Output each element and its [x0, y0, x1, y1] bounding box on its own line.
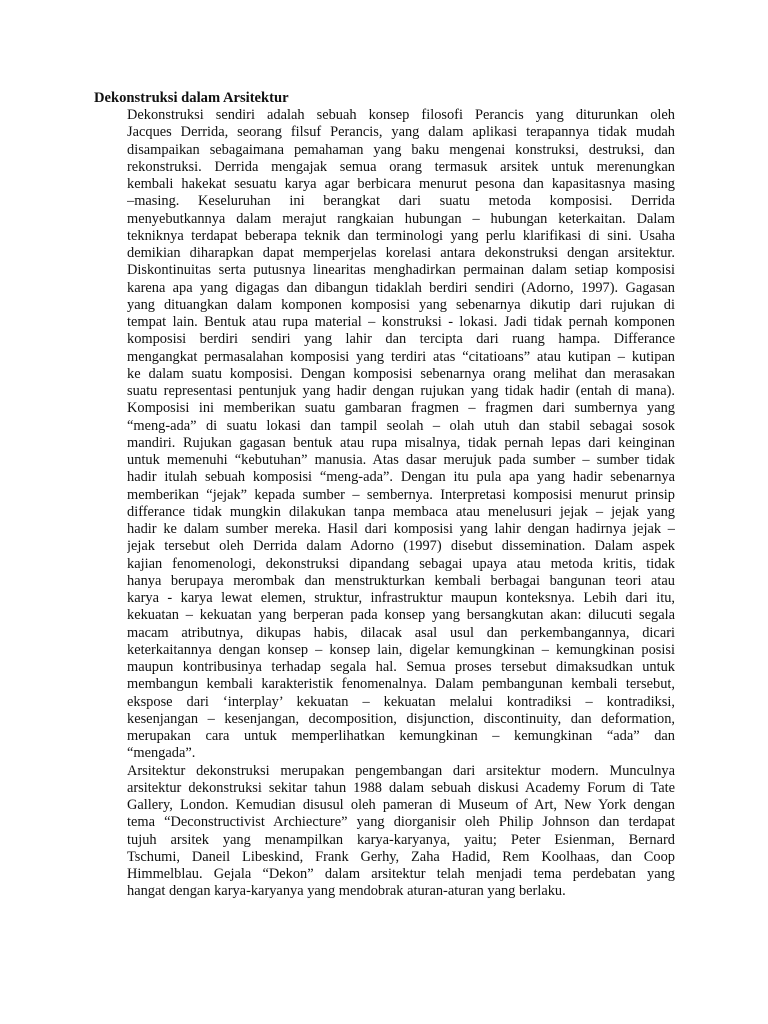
text-line: kajian fenomenologi, dekonstruksi dipandang sebagai upaya atau metoda kritis, tidak — [127, 555, 675, 572]
text-line: Gallery, London. Kemudian disusul oleh pameran di Museum of Art, New York dengan — [127, 797, 675, 813]
text-line: differance tidak mungkin dilakukan tanpa membaca atau menelusuri jejak – jejak yang — [127, 503, 675, 520]
text-line: Komposisi ini memberikan suatu gambaran fragmen – fragmen dari sumbernya yang — [127, 400, 675, 417]
text-line: arsitektur dekonstruksi sekitar tahun 1988 dalam sebuah diskusi Academy Forum di Tate — [127, 779, 675, 796]
text-line: yang dituangkan dalam komponen komposisi yang sebenarnya dikutip dari rujukan di — [127, 296, 675, 313]
text-line: komposisi berdiri sendiri yang lahir dan tercipta dari ruang hampa. Differance — [127, 331, 675, 348]
text-line: tekniknya terdapat beberapa teknik dan terminologi yang perlu klarifikasi di sini. Usaha — [127, 227, 675, 244]
text-line: hangat dengan karya-karyanya yang mendobrak aturan-aturan yang berlaku. — [127, 883, 566, 900]
text-line: demikian diharapkan dapat memperjelas korelasi antara dekonstruksi dengan arsitektur. — [127, 245, 675, 261]
text-line: jejak tersebut oleh Derrida dalam Adorno (1997) disebut dissemination. Dalam aspek — [127, 538, 675, 555]
document-heading: Dekonstruksi dalam Arsitektur — [94, 90, 289, 106]
text-line: karya - karya lewat elemen, struktur, infrastruktur maupun konteksnya. Lebih dari itu, — [127, 590, 675, 606]
text-line: Tschumi, Daneil Libeskind, Frank Gerhy, Zaha Hadid, Rem Koolhaas, dan Coop — [127, 848, 675, 865]
text-line: ekspose dari ‘interplay’ kekuatan – kekuatan melalui kontradiksi – kontradiksi, — [127, 693, 675, 710]
text-line: “mengada”. — [127, 745, 196, 762]
text-line: karena apa yang digagas dan dibangun tidaklah berdiri sendiri (Adorno, 1997). Gagasan — [127, 279, 675, 296]
text-line: tema “Deconstructivist Archiecture” yang diorganisir oleh Philip Johnson dan terdapat — [127, 814, 675, 831]
text-line: mandiri. Rujukan gagasan bentuk atau rupa misalnya, tidak pernah lepas dari keinginan — [127, 434, 675, 451]
text-line: hadir itulah sebuah komposisi “meng-ada”. Dengan itu pula apa yang hadir sebenarnya — [127, 469, 675, 486]
text-line: hadir ke dalam sumber mereka. Hasil dari komposisi yang lahir dengan hadirnya jejak – — [127, 521, 675, 537]
text-line: disampaikan sebagaimana pemahaman yang baku mengenai konstruksi, destruksi, dan — [127, 141, 675, 158]
text-line: ke dalam suatu komposisi. Dengan komposisi sebenarnya orang melihat dan merasakan — [127, 365, 675, 382]
text-line: tujuh arsitek yang menampilkan karya-karyanya, yaitu; Peter Esienman, Bernard — [127, 831, 675, 848]
text-line: kekuatan – kekuatan yang berperan pada konsep yang bersangkutan akan: dilucuti segala — [127, 607, 675, 624]
text-line: menyebutkannya dalam merajut rangkaian hubungan – hubungan keterkaitan. Dalam — [127, 210, 675, 227]
text-line: memberikan “jejak” kepada sumber – sembernya. Interpretasi komposisi menurut prinsip — [127, 486, 675, 503]
text-line: kesenjangan – kesenjangan, decomposition, disjunction, discontinuity, dan deformation, — [127, 710, 675, 727]
text-line: hanya berupaya merombak dan menstrukturkan kembali berbagai bangunan teori atau — [127, 572, 675, 589]
text-line: Himmelblau. Gejala “Dekon” dalam arsitektur telah menjadi tema perdebatan yang — [127, 866, 675, 882]
document-body — [127, 107, 675, 901]
text-line: maupun kontribusinya terhadap segala hal. Semua proses tersebut dimaksudkan untuk — [127, 659, 675, 675]
text-line: “meng-ada” di suatu lokasi dan tampil seolah – olah utuh dan stabil sebagai sosok — [127, 417, 675, 434]
text-line: Arsitektur dekonstruksi merupakan pengembangan dari arsitektur modern. Munculnya — [127, 762, 675, 779]
text-line: Dekonstruksi sendiri adalah sebuah konsep filosofi Perancis yang diturunkan oleh — [127, 107, 675, 123]
text-line: merupakan cara untuk memperlihatkan kemungkinan – kemungkinan “ada” dan — [127, 728, 675, 744]
text-line: kembali hakekat sesuatu karya agar berbicara menurut pesona dan kapasitasnya masing — [127, 176, 675, 192]
text-line: tempat lain. Bentuk atau rupa material – konstruksi - lokasi. Jadi tidak pernah komponen — [127, 314, 675, 330]
text-line: Jacques Derrida, seorang filsuf Perancis, yang dalam aplikasi terapannya tidak mudah — [127, 124, 675, 141]
text-line: membangun kembali karakteristik fenomenalnya. Dalam pembangunan kembali tersebut, — [127, 676, 675, 693]
text-line: untuk memenuhi “kebutuhan” manusia. Atas dasar merujuk pada sumber – sumber tidak — [127, 452, 675, 468]
text-line: suatu representasi pentunjuk yang hadir dengan rujukan yang tidak hadir (entah di mana). — [127, 383, 675, 399]
text-line: Diskontinuitas serta putusnya linearitas menghadirkan permainan dalam setiap komposisi — [127, 262, 675, 279]
text-line: macam atributnya, dikupas habis, dilacak asal usul dan perkembangannya, dicari — [127, 624, 675, 641]
text-line: –masing. Keseluruhan ini berangkat dari suatu metoda komposisi. Derrida — [127, 193, 675, 210]
text-line: keterkaitannya dengan konsep – konsep lain, digelar kemungkinan – kemungkinan posisi — [127, 641, 675, 658]
text-line: mengangkat permasalahan komposisi yang terdiri atas “citatioans” atau kutipan – kutipan — [127, 348, 675, 365]
text-line: rekonstruksi. Derrida mengajak semua orang termasuk arsitek untuk merenungkan — [127, 158, 675, 175]
